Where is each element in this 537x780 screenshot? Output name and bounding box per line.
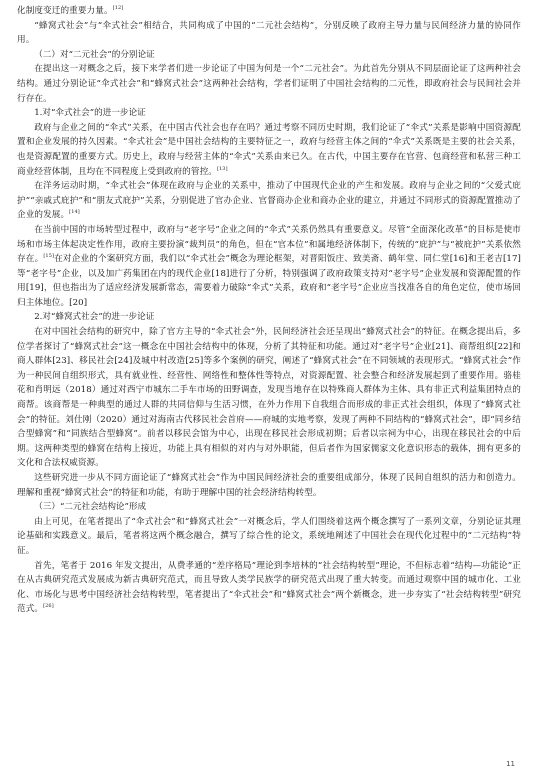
page-number: 11 [506,760,515,769]
body-paragraph [17,471,521,500]
body-paragraph [17,559,521,617]
citation-ref: [14] [69,209,80,216]
body-paragraph [17,223,521,311]
body-paragraph [17,121,521,179]
section-heading: 2.对“蜂窝式社会”的进一步论证 [34,312,155,323]
paragraph-text: 政府与企业之间的“伞式”关系，在中国古代社会也存在吗？通过考察不同历史时期，我们论证了“伞式”关系是影响中国资源配置和企业发展的持久因素。“伞式社会”是中国社会结构的主要特征之一，政府与经营主体之间的“伞式”关系既是主要的社会关系，也是资源配置的重要方式。历史上，政府与经营主体的“伞式”关系由来已久。在古代，中国主要存在官营、包商经营和私营三种工商业经营体制，且均在不同程度上受到政府的管控。 [17,122,521,177]
paragraph-text: “蜂窝式社会”与“伞式社会”相结合，共同构成了中国的“二元社会结构”，分别反映了政府主导力量与民间经济力量的协同作用。 [17,20,521,46]
body-paragraph [17,19,521,48]
body-paragraph [17,179,521,223]
paragraph-text: 在洋务运动时期，“伞式社会”体现在政府与企业的关系中，推动了中国现代企业的产生和发展。政府与企业之间的“父爱式庇护”“亲戚式庇护”和“朋友式庇护”关系，分别促进了官办企业、官督商办企业和商办企业的建立，并通过不同形式的资源配置推动了企业的发展。 [17,181,521,221]
paper-body [17,4,521,617]
citation-ref: [15] [43,253,55,260]
section-heading: （二）对“二元社会”的分别论证 [34,49,155,60]
citation-ref: [13] [216,165,228,172]
section-heading: （三）“二元社会结构论”形成 [34,502,147,513]
paragraph-text: 在提出这一对概念之后，接下来学者们进一步论证了中国为何是一个“二元社会”。为此首先分别从不同层面论证了这两种社会结构。通过分别论证“伞式社会”和“蜂窝式社会”这两种社会结构，学者们证明了中国社会结构的二元性，即政府社会与民间社会并行存在。 [17,64,521,104]
paragraph-text-continued: 在对企业的个案研究方面，我们以“伞式社会”概念为理论框架，对晋阳饭庄、致美斋、鹤年堂、同仁堂[16]和王老吉[17]等“老字号”企业，以及加广药集团在内的现代企业[18]进行了分析，特别强调了政府政策支持对“老字号”企业发展和资源配置的作用[19]，但也指出为了适应经济发展新常态，需要着力破除“伞式”关系，政府和“老字号”企业应当找准各自的角色定位，使市场回归主体地位。[20] [17,254,521,308]
citation-ref: [12] [112,5,124,12]
paragraph-text: 在当前中国的市场转型过程中，政府与“老字号”企业之间的“伞式”关系仍然具有重要意义。尽管“全面深化改革”的目标是使市场和市场主体起决定性作用，政府主要扮演“裁判员”的角色，但在“官本位”和属地经济体制下，传统的“庇护”与“被庇护”关系依然存在。 [17,224,521,265]
section-heading: 1.对“伞式社会”的进一步论证 [34,108,146,119]
paragraph-text: 首先，笔者于 2016 年发文提出，从费孝通的“差序格局”理论到李培林的“社会结构转型”理论，不但标志着“结构—功能论”正在从古典研究范式发展成为新古典研究范式，而且导致人类学民族学的研究范式出现了重大转变。而通过观察中国的城市化、工业化、市场化与思考中国经济社会结构转型，笔者提出了“伞式社会”和“蜂窝式社会”两个新概念，进一步夯实了“社会结构转型”研究范式。 [17,560,521,615]
body-paragraph [17,4,521,19]
body-paragraph [17,325,521,471]
body-paragraph [17,515,521,559]
paragraph-text: 这些研究进一步从不同方面论证了“蜂窝式社会”作为中国民间经济社会的重要组成部分，体现了民间自组织的活力和创造力。理解和重视“蜂窝式社会”的特征和功能，有助于理解中国的社会经济结构转型。 [17,473,521,498]
citation-ref: [26] [43,603,54,610]
paragraph-text: 化制度变迁的重要力量。 [17,6,113,16]
paragraph-text: 在对中国社会结构的研究中，除了官方主导的“伞式社会”外，民间经济社会还呈现出“蜂窝式社会”的特征。在概念提出后，多位学者探讨了“蜂窝式社会”这一概念在中国社会结构中的体现，分析了其特征和功能。通过对“老字号”企业[21]、商帮组织[22]和商人群体[23]、移民社会[24]及城中村改造[25]等多个案例的研究，阐述了“蜂窝式社会”在不同领域的表现形式。“蜂窝式社会”作为一种民间自组织形式，具有就业性、经营性、网络性和整体性等特点，对资源配置、社会整合和经济发展起到了重要作用。骆桂花和肖明远（2018）通过对西宁市城东二手车市场的田野调查，发现当地存在以特殊商人群体为主体、具有非正式利益集团特点的商帮。该商帮是一种典型的通过人群的共同信仰与生活习惯，在外力作用下自我组合而形成的非正式社会组织，体现了“蜂窝式社会”的特征。刘仕刚（2020）通过对海南古代移民社会首府——府城的实地考察，发现了两种不同结构的“蜂窝式社会”，即“同乡结合型蜂窝”和“同族结合型蜂窝”。前者以移民会馆为中心，出现在移民社会形成初期；后者以宗祠为中心，出现在移民社会的中后期。这两种类型的蜂窝在结构上接近，功能上具有相似的对内与对外职能，但后者作为国家儒家文化意识形态的载体，拥有更多的文化和合法权威资源。 [17,327,521,469]
body-paragraph [17,62,521,106]
paragraph-text: 由上可见，在笔者提出了“伞式社会”和“蜂窝式社会”一对概念后，学人们围绕着这两个概念撰写了一系列文章，分别论证其理论基础和实践意义。最后，笔者将这两个概念融合，撰写了综合性的论文，系统地阐述了中国社会在现代化过程中的“二元结构”特征。 [17,516,521,556]
